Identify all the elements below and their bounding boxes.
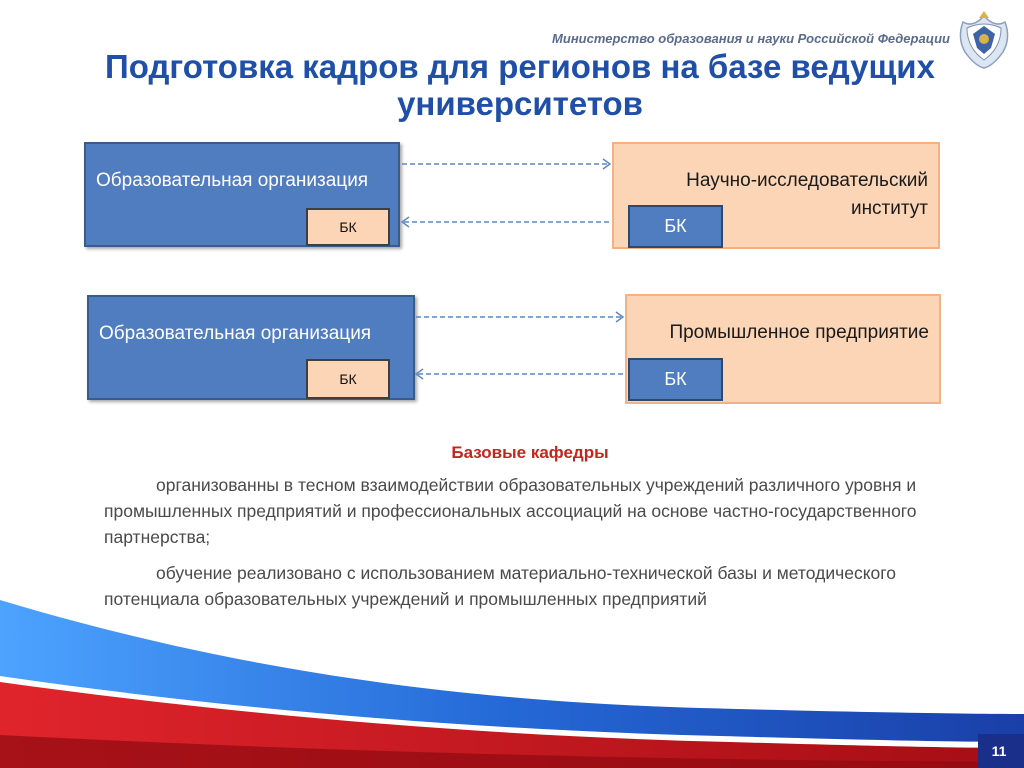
education-organization-label: Образовательная организация [96, 170, 369, 191]
ministry-name: Министерство образования и науки Российской Федерации [552, 31, 950, 46]
section-subtitle: Базовые кафедры [451, 443, 609, 462]
base-department-badge: БК [628, 358, 723, 401]
page-number: 11 [991, 743, 1007, 759]
page-title: Подготовка кадров для регионов на базе ведущих университетов [105, 48, 935, 122]
education-organization-label: Образовательная организация [99, 323, 372, 344]
base-department-badge: БК [306, 208, 390, 246]
industrial-enterprise-label: Промышленное предприятие [669, 322, 929, 343]
description-paragraph-1: организованны в тесном взаимодействии образовательных учреждений различного уровня и промышленных предприятий и профессиональных ассоциаций на основе частно-государственного партнерства; [104, 475, 917, 547]
base-department-badge: БК [306, 359, 390, 399]
description-paragraph-2: обучение реализовано с использованием материально-технической базы и методического потенциала образовательных учреждений и промышленных предприятий [104, 563, 897, 609]
bottom-wave-decoration [0, 590, 1024, 768]
base-department-badge: БК [628, 205, 723, 248]
research-institute-label: Научно-исследовательский институт [686, 170, 928, 219]
